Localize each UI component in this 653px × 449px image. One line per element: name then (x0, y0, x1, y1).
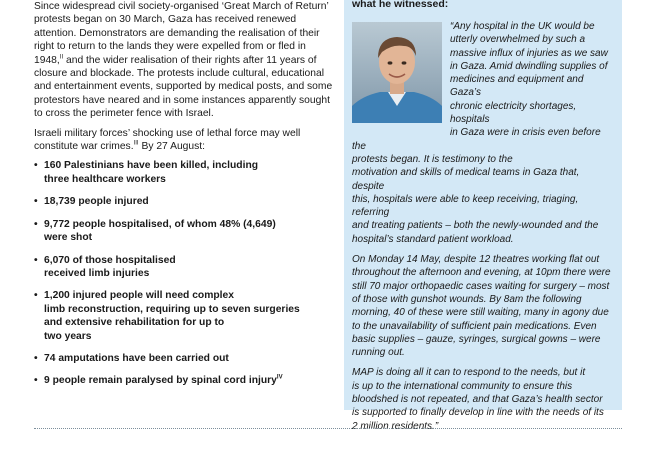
list-item: • 6,070 of those hospitalised received limb injuries (34, 254, 176, 279)
list-item: • 1,200 injured people will need complex limb reconstruction, requiring up to seven surgeries and extensive rehabilitation for up to two years (34, 290, 300, 342)
article-text-column (34, 0, 334, 397)
list-item: • 160 Palestinians have been killed, including three healthcare workers (34, 160, 259, 185)
bullet-icon: • (34, 375, 38, 387)
quote-paragraph: MAP is doing all it can to respond to the needs, but it is up to the international community to ensure this bloodshed is not repeated, and that Gaza’s health sector is supported to finally develop in line with the needs of its 2 million residents.” (352, 367, 604, 432)
footnote-marker: II (59, 54, 64, 61)
list-item: • 9 people remain paralysed by spinal cord injury$^{IV}$ (34, 374, 283, 387)
footnote-marker: III (133, 140, 139, 147)
bullet-icon: • (34, 218, 38, 230)
bullet-icon: • (34, 290, 38, 302)
bullet-icon: • (34, 254, 38, 266)
list-item: • 9,772 people hospitalised, of whom 48% (4,649) were shot (34, 218, 276, 244)
intro-paragraph-2: Israeli military forces’ shocking use of lethal force may well constitute war crimes.$^{III}$ By 27 August: (34, 127, 301, 153)
list-item: • 18,739 people injured (34, 196, 149, 208)
case-study-heading: what he witnessed: (352, 0, 449, 10)
intro-paragraph-1: Since widespread civil society-organised ‘Great March of Return’ protests began on 30 March, Gaza has received renewed attention. Demonstrators are demanding the realisation of their right to return to the lands they were expelled from or fled in 1948,$^{II}$ and the wider realisation of their rights after 11 years of closure and blockade. The protests include cultural, educational and entertainment events, supported by medical posts, and some protestors have neared and in some instances apparently sought to cross the perimeter fence with Israel. (34, 1, 333, 120)
quote-paragraph: On Monday 14 May, despite 12 theatres working flat out throughout the afternoon and evening, at 10pm there were still 70 major orthopaedic cases waiting for surgery – most of those with gunshot wounds. By 8am the following morning, 40 of these were still waiting, many in agony due to the unavailability of sufficient pain medications. Even basic supplies – gauze, syringes, surgical gowns – were running out. (352, 254, 611, 359)
section-divider (34, 428, 622, 429)
case-study-box (344, 0, 622, 432)
quote-paragraph: “Any hospital in the UK would be utterly overwhelmed by such a massive influx of injuries as we saw in Gaza. Amid dwindling supplies of medicines and equipment and Gaza’s chronic electricity shortages, hospitals in Gaza were in crisis even before the protests began. It is testimony to the motivation and skills of medical teams in Gaza that, despite this, hospitals were able to keep receiving, triaging, referring and treating patients – both the newly-wounded and the hospital’s standard patient workload. (352, 21, 608, 245)
bullet-icon: • (34, 160, 38, 172)
bullet-icon: • (34, 352, 38, 364)
bullet-icon: • (34, 196, 38, 208)
casualty-statistics-list (34, 159, 334, 387)
witness-quote (352, 20, 614, 440)
list-item: • 74 amputations have been carried out (34, 352, 229, 364)
footnote-marker: IV (276, 374, 283, 381)
